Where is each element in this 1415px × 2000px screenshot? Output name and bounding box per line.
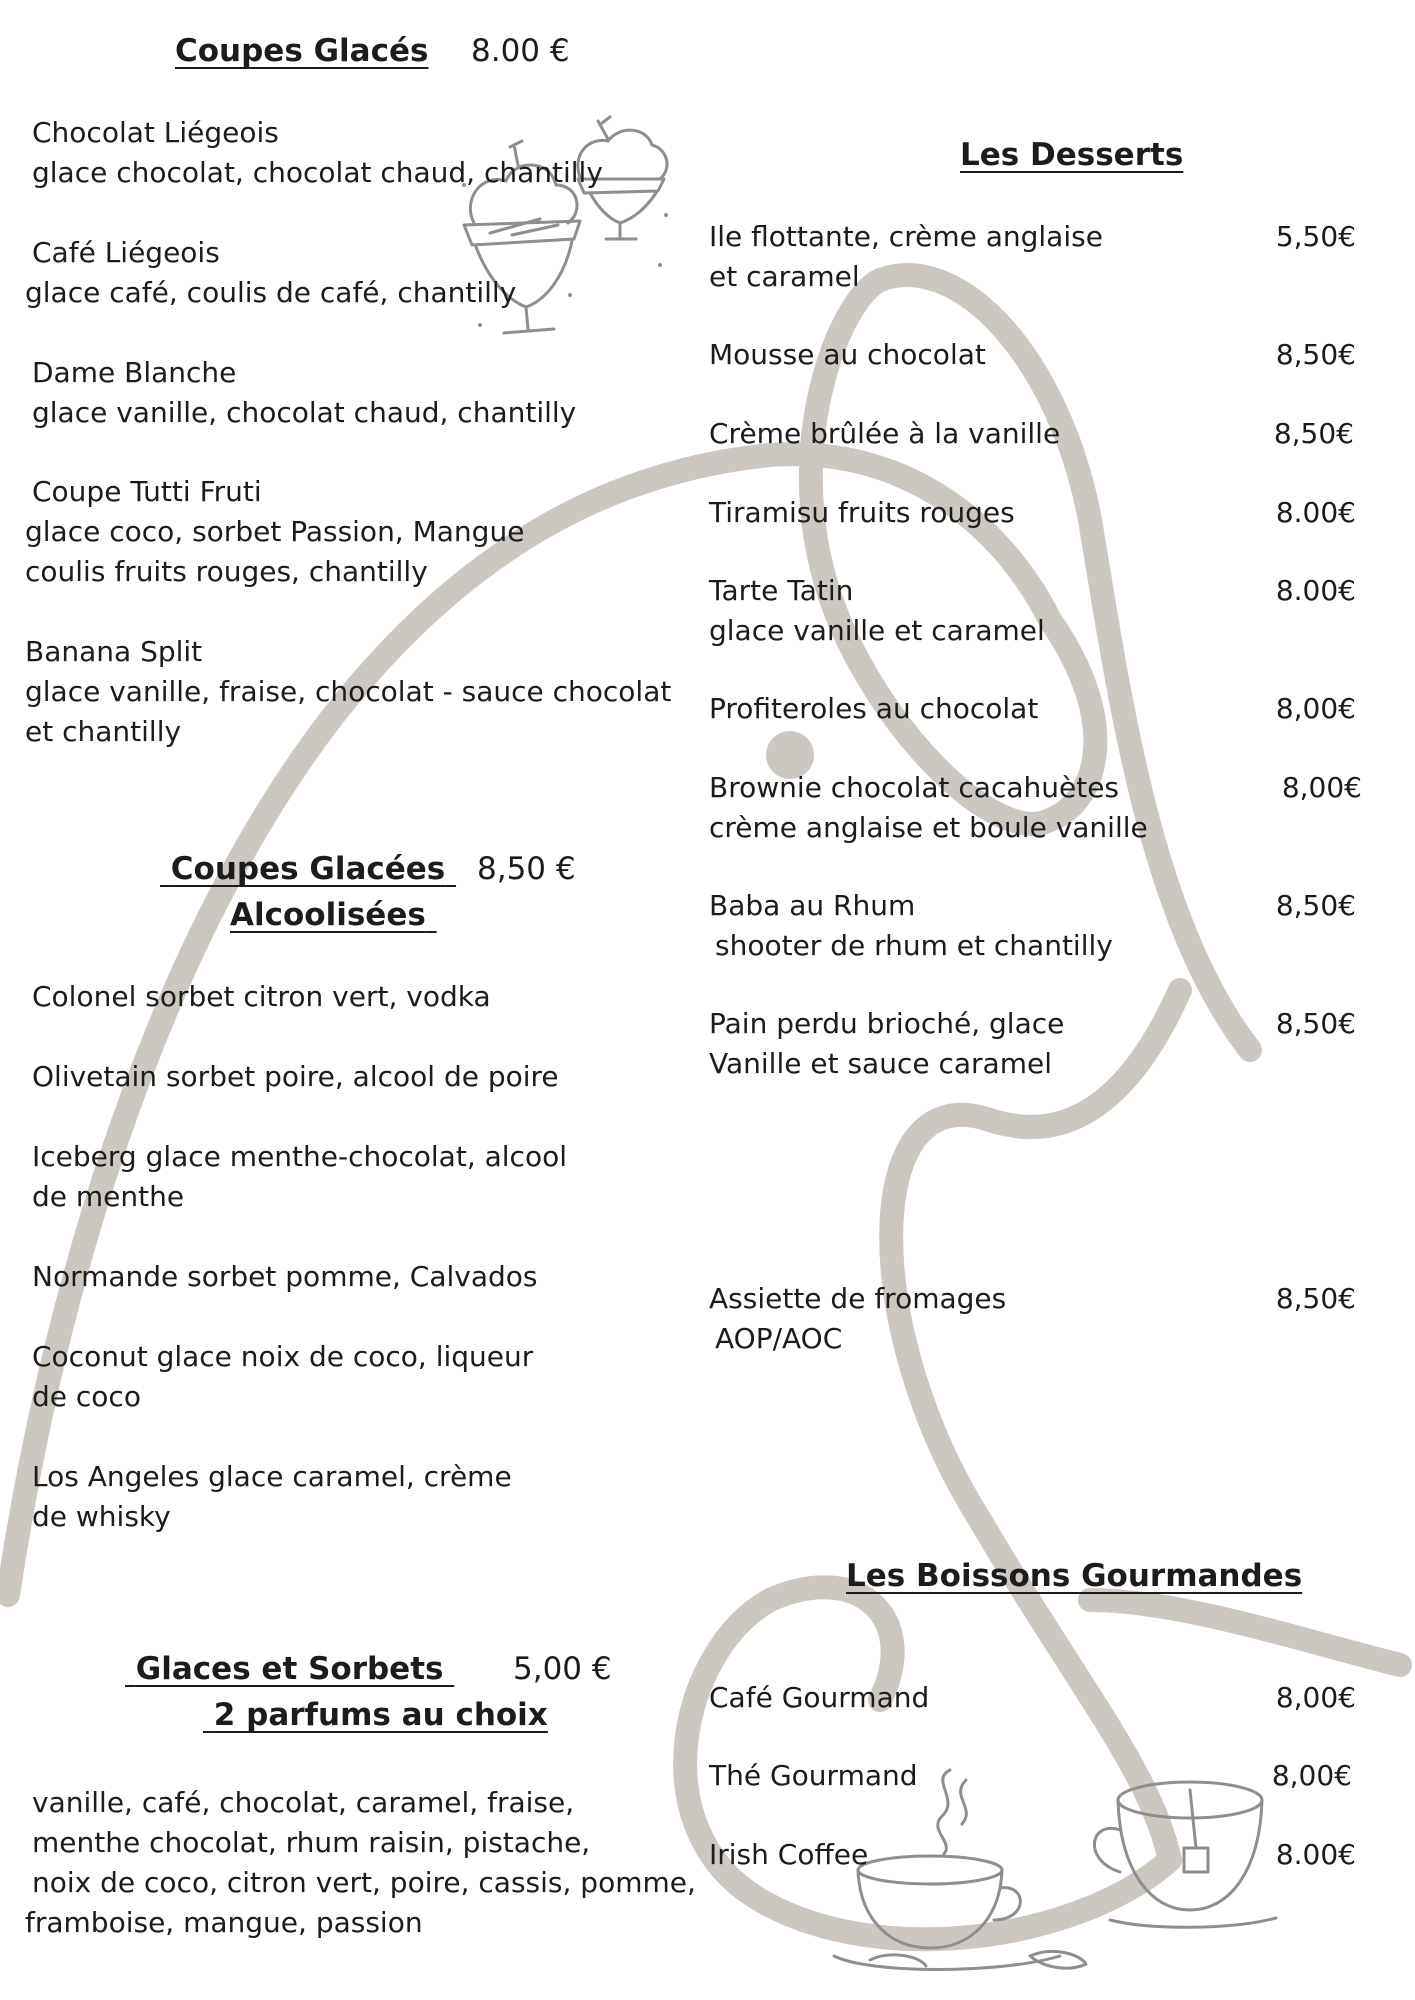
item-description: glace coco, sorbet Passion, Mangue: [25, 515, 525, 548]
drink-name: Café Gourmand: [709, 1681, 930, 1714]
drink-price: 8,00€: [1271, 1759, 1352, 1792]
flavours-line: noix de coco, citron vert, poire, cassis, pomme,: [32, 1866, 696, 1899]
dessert-name: Profiteroles au chocolat: [709, 692, 1039, 725]
glaces-sorbets-title-line1: Glaces et Sorbets: [135, 1651, 444, 1687]
drink-name: Irish Coffee: [709, 1838, 869, 1871]
dessert-description: shooter de rhum et chantilly: [715, 929, 1113, 962]
coupes-alcoolisees-title-line1: Coupes Glacées: [170, 851, 446, 887]
item-name: Banana Split: [25, 635, 203, 668]
boissons-title: Les Boissons Gourmandes: [846, 1558, 1303, 1594]
dessert-price: 8,50€: [1275, 338, 1356, 371]
dessert-description: crème anglaise et boule vanille: [709, 811, 1148, 844]
dessert-price: 8,50€: [1273, 417, 1354, 450]
dessert-name: Baba au Rhum: [709, 889, 916, 922]
item-name: Chocolat Liégeois: [32, 116, 279, 149]
glaces-sorbets-price: 5,00 €: [513, 1651, 612, 1687]
coupes-alcoolisees-title-line2: Alcoolisées: [230, 897, 426, 933]
dessert-name: Mousse au chocolat: [709, 338, 986, 371]
dessert-name: Ile flottante, crème anglaise: [709, 220, 1103, 253]
flavours-line: vanille, café, chocolat, caramel, fraise,: [32, 1786, 575, 1819]
item-line: Olivetain sorbet poire, alcool de poire: [32, 1060, 559, 1093]
coupes-glaces-price: 8.00 €: [471, 33, 570, 69]
dessert-name: Brownie chocolat cacahuètes: [709, 771, 1120, 804]
dessert-name: Pain perdu brioché, glace: [709, 1007, 1065, 1040]
item-line: Iceberg glace menthe-chocolat, alcool: [32, 1140, 567, 1173]
flavours-line: menthe chocolat, rhum raisin, pistache,: [32, 1826, 591, 1859]
item-line: Coconut glace noix de coco, liqueur: [32, 1340, 534, 1373]
item-description: et chantilly: [25, 715, 182, 748]
item-line: de menthe: [32, 1180, 185, 1213]
item-name: Dame Blanche: [32, 356, 237, 389]
item-description: coulis fruits rouges, chantilly: [25, 555, 428, 588]
item-line: Normande sorbet pomme, Calvados: [32, 1260, 538, 1293]
dessert-name: Tarte Tatin: [709, 574, 854, 607]
item-line: de coco: [32, 1380, 141, 1413]
item-line: de whisky: [32, 1500, 171, 1533]
flavours-line: framboise, mangue, passion: [25, 1906, 423, 1939]
coupes-alcoolisees-price: 8,50 €: [477, 851, 576, 887]
dessert-price: 8,50€: [1275, 1007, 1356, 1040]
item-description: glace café, coulis de café, chantilly: [25, 276, 517, 309]
dessert-description: Vanille et sauce caramel: [709, 1047, 1052, 1080]
glaces-sorbets-title-line2: 2 parfums au choix: [213, 1697, 548, 1733]
dessert-name: Crème brûlée à la vanille: [709, 417, 1061, 450]
dessert-description: AOP/AOC: [715, 1322, 843, 1355]
dessert-name: Tiramisu fruits rouges: [709, 496, 1015, 529]
coupes-glaces-title: Coupes Glacés: [175, 33, 429, 69]
dessert-price: 8,00€: [1281, 771, 1362, 804]
dessert-price: 8,50€: [1275, 1282, 1356, 1315]
dessert-description: glace vanille et caramel: [709, 614, 1045, 647]
item-name: Café Liégeois: [32, 236, 220, 269]
dessert-price: 8,50€: [1275, 889, 1356, 922]
desserts-title: Les Desserts: [960, 137, 1184, 173]
item-line: Colonel sorbet citron vert, vodka: [32, 980, 491, 1013]
dessert-price: 5,50€: [1275, 220, 1356, 253]
item-name: Coupe Tutti Fruti: [32, 475, 262, 508]
dessert-description: et caramel: [709, 260, 860, 293]
item-description: glace vanille, fraise, chocolat - sauce chocolat: [25, 675, 672, 708]
dessert-name: Assiette de fromages: [709, 1282, 1007, 1315]
dessert-price: 8.00€: [1275, 496, 1356, 529]
dessert-price: 8.00€: [1275, 574, 1356, 607]
item-line: Los Angeles glace caramel, crème: [32, 1460, 512, 1493]
item-description: glace chocolat, chocolat chaud, chantilly: [32, 156, 603, 189]
drink-name: Thé Gourmand: [709, 1759, 918, 1792]
drink-price: 8,00€: [1275, 1681, 1356, 1714]
dessert-price: 8,00€: [1275, 692, 1356, 725]
drink-price: 8.00€: [1275, 1838, 1356, 1871]
item-description: glace vanille, chocolat chaud, chantilly: [32, 396, 577, 429]
